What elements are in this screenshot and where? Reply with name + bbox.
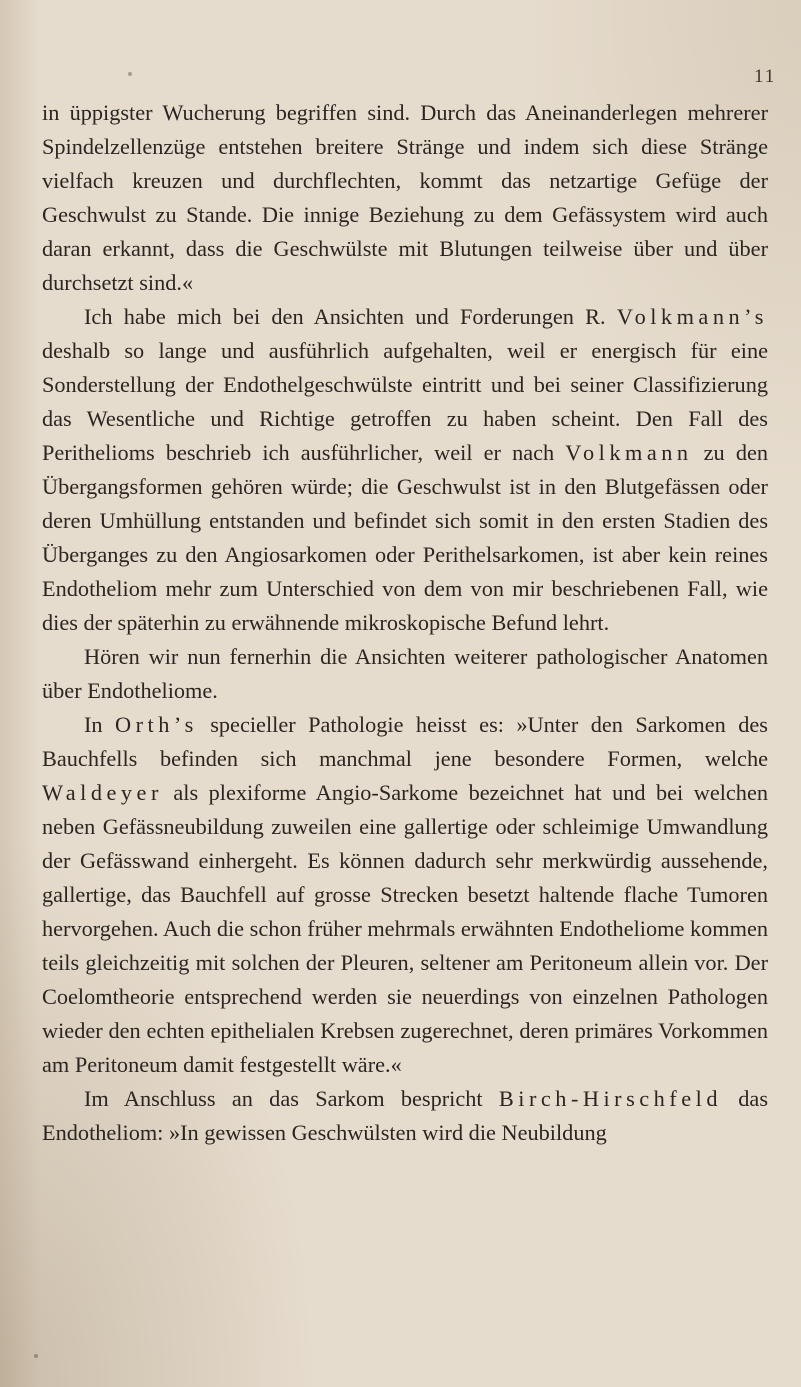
text-segment: Hören wir nun fernerhin die Ansichten weiterer pathologischer Anatomen über Endotheliome. [42, 644, 768, 703]
author-name-volkmann: Volkmann [565, 440, 693, 465]
author-name-waldeyer: Waldeyer [42, 780, 163, 805]
paragraph-4 [42, 708, 768, 1082]
text-segment: Ich habe mich bei den Ansichten und Forderungen R. [84, 304, 617, 329]
text-segment: Im Anschluss an das Sarkom bespricht [84, 1086, 499, 1111]
paper-speck [34, 1354, 38, 1358]
text-segment: das Endotheliom: »In gewissen Geschwülsten wird die Neubildung [42, 1086, 769, 1145]
paper-speck [128, 72, 132, 76]
paragraph-3 [42, 640, 768, 708]
page-number: 11 [754, 66, 777, 87]
paragraph-1 [42, 96, 768, 300]
author-name-birch-hirschfeld: Birch-Hirschfeld [498, 1086, 722, 1111]
text-segment: als plexiforme Angio-Sarkome bezeichnet hat und bei welchen neben Gefässneubildung zuweilen eine gallertige oder schleimige Umwandlung der Gefässwand einhergeht. Es können dadurch sehr merkwürdig aussehende, gallertige, das Bauchfell auf grosse Strecken besetzt haltende flache Tumoren hervorgehen. Auch die schon früher mehrmals erwähnten Endotheliome kommen teils gleichzeitig mit solchen der Pleuren, seltener am Peritoneum allein vor. Der Coelomtheorie entsprechend werden sie neuerdings von einzelnen Pathologen wieder den echten epithelialen Krebsen zugerechnet, deren primäres Vorkommen am Peritoneum damit festgestellt wäre.« [42, 780, 768, 1077]
text-segment: in üppigster Wucherung begriffen sind. Durch das Aneinanderlegen mehrerer Spindelzellenzüge entstehen breitere Stränge und indem sich diese Stränge vielfach kreuzen und durchflechten, kommt das netzartige Gefüge der Geschwulst zu Stande. Die innige Beziehung zu dem Gefässystem wird auch daran erkannt, dass die Geschwülste mit Blutungen teilweise über und über durchsetzt sind.« [42, 100, 768, 295]
paragraph-5 [42, 1082, 768, 1150]
text-segment: zu den Übergangsformen gehören würde; die Geschwulst ist in den Blutgefässen oder deren Umhüllung entstanden und befindet sich somit in den ersten Stadien des Überganges zu den Angiosarkomen oder Perithelsarkomen, ist aber kein reines Endotheliom mehr zum Unterschied von dem von mir beschriebenen Fall, wie dies der späterhin zu erwähnende mikroskopische Befund lehrt. [42, 440, 769, 635]
text-segment: In [84, 712, 116, 737]
author-name-volkmann-possessive: Volkmann’s [616, 304, 768, 329]
body-text [42, 96, 768, 1150]
text-segment: specieller Pathologie heisst es: »Unter den Sarkomen des Bauchfells befinden sich manchmal jene besondere Formen, welche [42, 712, 768, 771]
text-segment: deshalb so lange und ausführlich aufgehalten, weil er energisch für eine Sonderstellung der Endothelgeschwülste eintritt und bei seiner Classifizierung das Wesentliche und Richtige getroffen zu haben scheint. Den Fall des Perithelioms beschrieb ich ausführlicher, weil er nach [42, 338, 768, 465]
author-name-orth: Orth’s [115, 712, 198, 737]
paragraph-2 [42, 300, 768, 640]
